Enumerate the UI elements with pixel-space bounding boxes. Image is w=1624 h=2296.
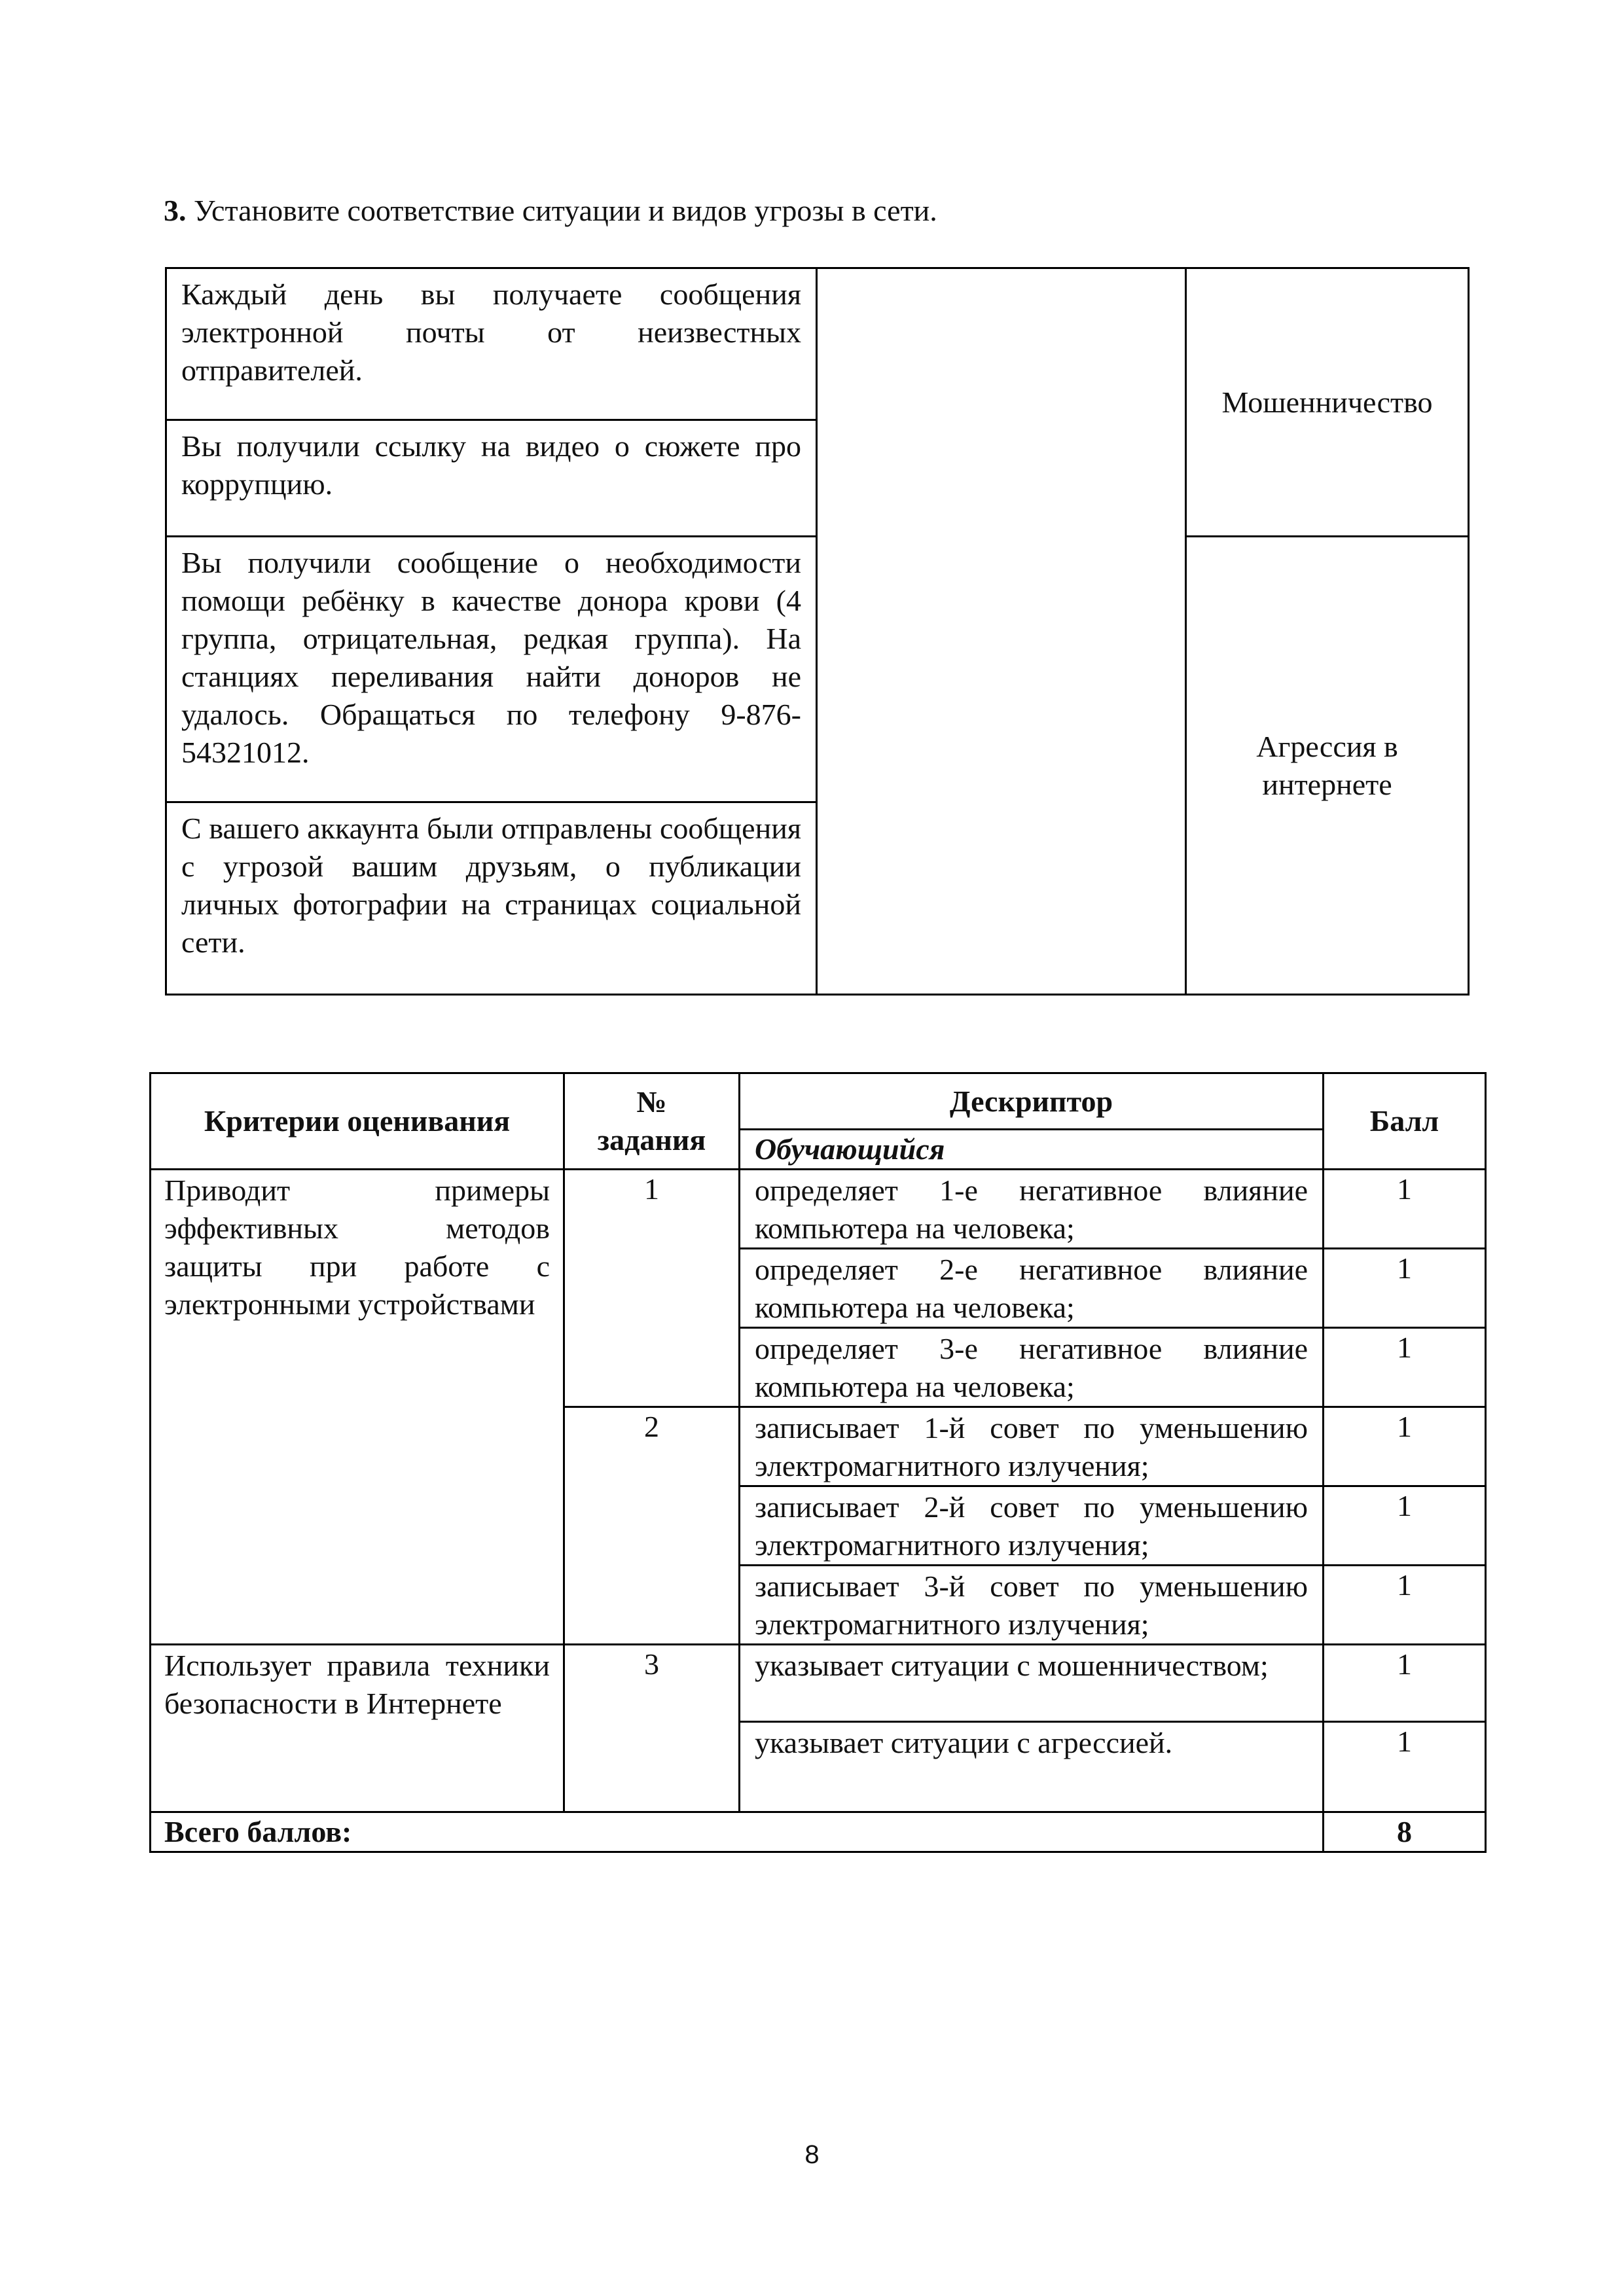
threat-cell: Мошенничество: [1186, 268, 1469, 537]
descriptor-header: Дескриптор: [740, 1073, 1324, 1130]
threat-cell: [1186, 537, 1469, 995]
task-number-header: [564, 1073, 740, 1170]
task-number: 3.: [164, 194, 187, 227]
page-number: 8: [804, 2140, 820, 2169]
descriptor-cell: указывает ситуации с агрессией.: [740, 1722, 1324, 1812]
task-number-cell: 2: [564, 1407, 740, 1645]
score-cell: 1: [1324, 1486, 1486, 1566]
descriptor-cell: указывает ситуации с мошенничеством;: [740, 1645, 1324, 1722]
learner-subheader: Обучающийся: [740, 1130, 1324, 1170]
task-number-cell: 1: [564, 1170, 740, 1407]
descriptor-cell: определяет 3-е негативное влияние компьютера на человека;: [740, 1328, 1324, 1407]
criteria-header: Критерии оценивания: [151, 1073, 564, 1170]
situation-cell: Вы получили сообщение о необходимости помощи ребёнку в качестве донора крови (4 группа, отрицательная, редкая группа). На станциях переливания найти доноров не удалось. Обращаться по телефону 9-876-54321012.: [166, 537, 817, 802]
situation-cell: С вашего аккаунта были отправлены сообщения с угрозой вашим друзьям, о публикации личных фотографии на страницах социальной сети.: [166, 802, 817, 995]
score-cell: 1: [1324, 1722, 1486, 1812]
situation-cell: Вы получили ссылку на видео о сюжете про коррупцию.: [166, 420, 817, 537]
criterion-cell: Приводит примеры эффективных методов защиты при работе с электронными устройствами: [151, 1170, 564, 1645]
score-cell: 1: [1324, 1249, 1486, 1328]
score-header: Балл: [1324, 1073, 1486, 1170]
score-cell: 1: [1324, 1328, 1486, 1407]
descriptor-cell: записывает 1-й совет по уменьшению электромагнитного излучения;: [740, 1407, 1324, 1486]
criteria-table: [149, 1072, 1487, 1853]
descriptor-cell: определяет 2-е негативное влияние компьютера на человека;: [740, 1249, 1324, 1328]
situation-cell: Каждый день вы получаете сообщения электронной почты от неизвестных отправителей.: [166, 268, 817, 420]
answer-column: [817, 268, 1186, 995]
criterion-cell: Использует правила техники безопасности в Интернете: [151, 1645, 564, 1812]
descriptor-cell: записывает 2-й совет по уменьшению электромагнитного излучения;: [740, 1486, 1324, 1566]
score-cell: 1: [1324, 1566, 1486, 1645]
score-cell: 1: [1324, 1170, 1486, 1249]
matching-table: [165, 267, 1470, 996]
task-number-cell: 3: [564, 1645, 740, 1812]
total-value: 8: [1324, 1812, 1486, 1852]
task-heading: [164, 191, 1473, 230]
total-label: Всего баллов:: [151, 1812, 1324, 1852]
task-number-header-text: № задания: [597, 1085, 706, 1157]
descriptor-cell: определяет 1-е негативное влияние компьютера на человека;: [740, 1170, 1324, 1249]
score-cell: 1: [1324, 1645, 1486, 1722]
threat-label: Агрессия в интернете: [1256, 729, 1398, 801]
task-text: Установите соответствие ситуации и видов угрозы в сети.: [194, 194, 937, 227]
descriptor-cell: записывает 3-й совет по уменьшению электромагнитного излучения;: [740, 1566, 1324, 1645]
score-cell: 1: [1324, 1407, 1486, 1486]
